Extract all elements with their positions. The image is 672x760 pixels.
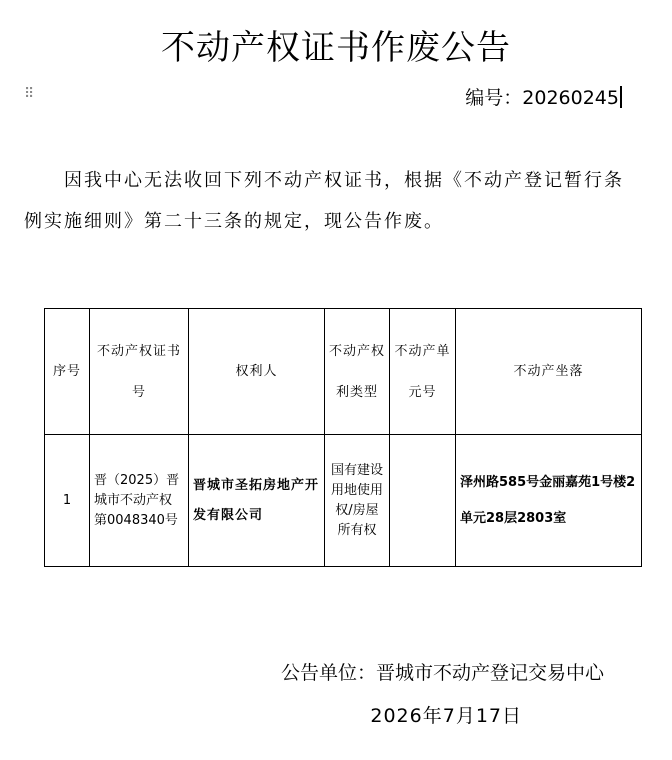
cell-holder: 晋城市圣拓房地产开发有限公司	[189, 435, 325, 567]
serial-value[interactable]: 20260245	[522, 87, 619, 109]
text-cursor	[620, 86, 622, 108]
header-unit-number: 不动产单元号	[390, 309, 456, 435]
document-title: 不动产权证书作废公告	[161, 28, 511, 68]
header-location: 不动产坐落	[456, 309, 642, 435]
table-row	[45, 435, 642, 567]
header-holder: 权利人	[189, 309, 325, 435]
cell-right-type: 国有建设用地使用权/房屋所有权	[325, 435, 390, 567]
header-right-type: 不动产权利类型	[325, 309, 390, 435]
serial-label: 编号：	[465, 87, 523, 109]
drag-handle-icon[interactable]: ⠿	[24, 86, 35, 102]
issue-date: 2026年7月17日	[370, 705, 522, 727]
header-index: 序号	[45, 309, 90, 435]
cell-location: 泽州路585号金丽嘉苑1号楼2单元28层2803室	[456, 435, 642, 567]
issuing-organization: 公告单位：晋城市不动产登记交易中心	[280, 662, 604, 684]
announcement-paragraph: 因我中心无法收回下列不动产权证书，根据《不动产登记暂行条例实施细则》第二十三条的规定，现公告作废。	[24, 170, 624, 232]
table-header-row	[45, 309, 642, 435]
serial-number[interactable]	[465, 83, 622, 110]
certificate-table	[44, 308, 642, 567]
cell-unit-number	[390, 435, 456, 567]
cell-index: 1	[45, 435, 90, 567]
header-cert-number: 不动产权证书号	[90, 309, 189, 435]
cell-cert-number: 晋（2025）晋城市不动产权第0048340号	[90, 435, 189, 567]
